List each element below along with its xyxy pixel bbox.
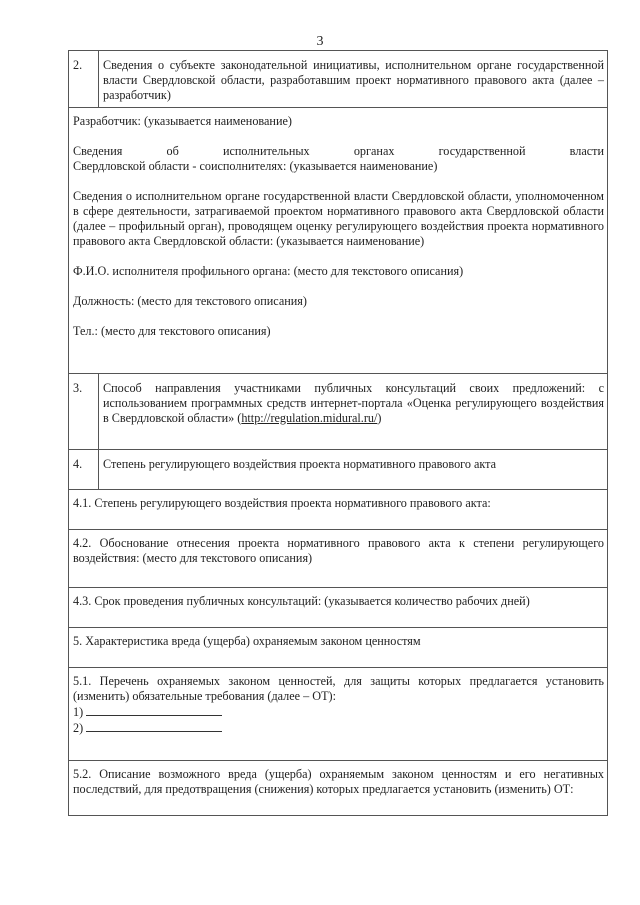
section-4-1 xyxy=(69,490,607,530)
section-2-title: Сведения о субъекте законодательной инициативы, исполнительном органе государственной власти Свердловской области, разработавшим проект нормативного правового акта (далее – разработчик) xyxy=(103,58,604,102)
protected-value-item-2[interactable]: 2) xyxy=(73,720,604,736)
section-5-title: 5. Характеристика вреда (ущерба) охраняемым законом ценностям xyxy=(73,634,421,648)
profile-organ-field[interactable]: Сведения о исполнительном органе государственной власти Свердловской области, уполномоченном в сфере деятельности, затрагиваемой проектом нормативного правового акта Свердловской области (далее – профильный орган), проводящем оценку регулирующего воздействия проекта нормативного правового акта Свердловской области: (указывается наименование) xyxy=(73,189,604,248)
section-2-header xyxy=(69,51,607,108)
section-5-header xyxy=(69,628,607,668)
section-4-title: Степень регулирующего воздействия проекта нормативного правового акта xyxy=(103,457,497,471)
section-2-body xyxy=(69,108,607,374)
coexecutors-line-1: Сведения об исполнительных органах государственной власти xyxy=(73,144,604,158)
executor-position-field[interactable]: Должность: (место для текстового описания) xyxy=(73,294,307,308)
coexecutors-line-2[interactable]: Свердловской области - соисполнителях: (указывается наименование) xyxy=(73,159,438,173)
executor-fio-field[interactable]: Ф.И.О. исполнителя профильного органа: (место для текстового описания) xyxy=(73,264,464,278)
consultation-term-field[interactable]: 4.3. Срок проведения публичных консультаций: (указывается количество рабочих дней) xyxy=(73,594,530,608)
executor-phone-field[interactable]: Тел.: (место для текстового описания) xyxy=(73,324,271,338)
section-3-number: 3. xyxy=(69,374,99,449)
blank-line-2[interactable] xyxy=(86,720,222,732)
section-5-2 xyxy=(69,761,607,816)
section-4-header xyxy=(69,450,607,490)
section-4-2 xyxy=(69,530,607,588)
protected-value-item-1[interactable]: 1) xyxy=(73,704,604,720)
section-3 xyxy=(69,374,607,450)
harm-description-field[interactable]: 5.2. Описание возможного вреда (ущерба) охраняемым законом ценностям и его негативных последствий, для предотвращения (снижения) которых предлагается установить (изменить) ОТ: xyxy=(73,767,604,796)
regulatory-impact-form xyxy=(68,50,608,816)
impact-degree-field[interactable]: 4.1. Степень регулирующего воздействия проекта нормативного правового акта: xyxy=(73,496,491,510)
section-5-1 xyxy=(69,668,607,761)
regulation-portal-link[interactable]: http://regulation.midural.ru/ xyxy=(241,411,378,425)
section-4-3 xyxy=(69,588,607,628)
page-number: 3 xyxy=(316,34,324,49)
section-4-number: 4. xyxy=(69,450,99,489)
developer-field[interactable]: Разработчик: (указывается наименование) xyxy=(73,114,292,128)
section-3-text: Способ направления участниками публичных консультаций своих предложений: с использованием программных средств интернет-портала «Оценка регулирующего воздействия в Свердловской области» (http://regulation.midural.ru/) xyxy=(103,381,604,425)
blank-line-1[interactable] xyxy=(86,704,222,716)
section-2-number: 2. xyxy=(69,51,99,107)
impact-justification-field[interactable]: 4.2. Обоснование отнесения проекта нормативного правового акта к степени регулирующего воздействия: (место для текстового описания) xyxy=(73,536,604,565)
protected-values-intro: 5.1. Перечень охраняемых законом ценностей, для защиты которых предлагается установить (изменить) обязательные требования (далее – ОТ): xyxy=(73,674,604,703)
